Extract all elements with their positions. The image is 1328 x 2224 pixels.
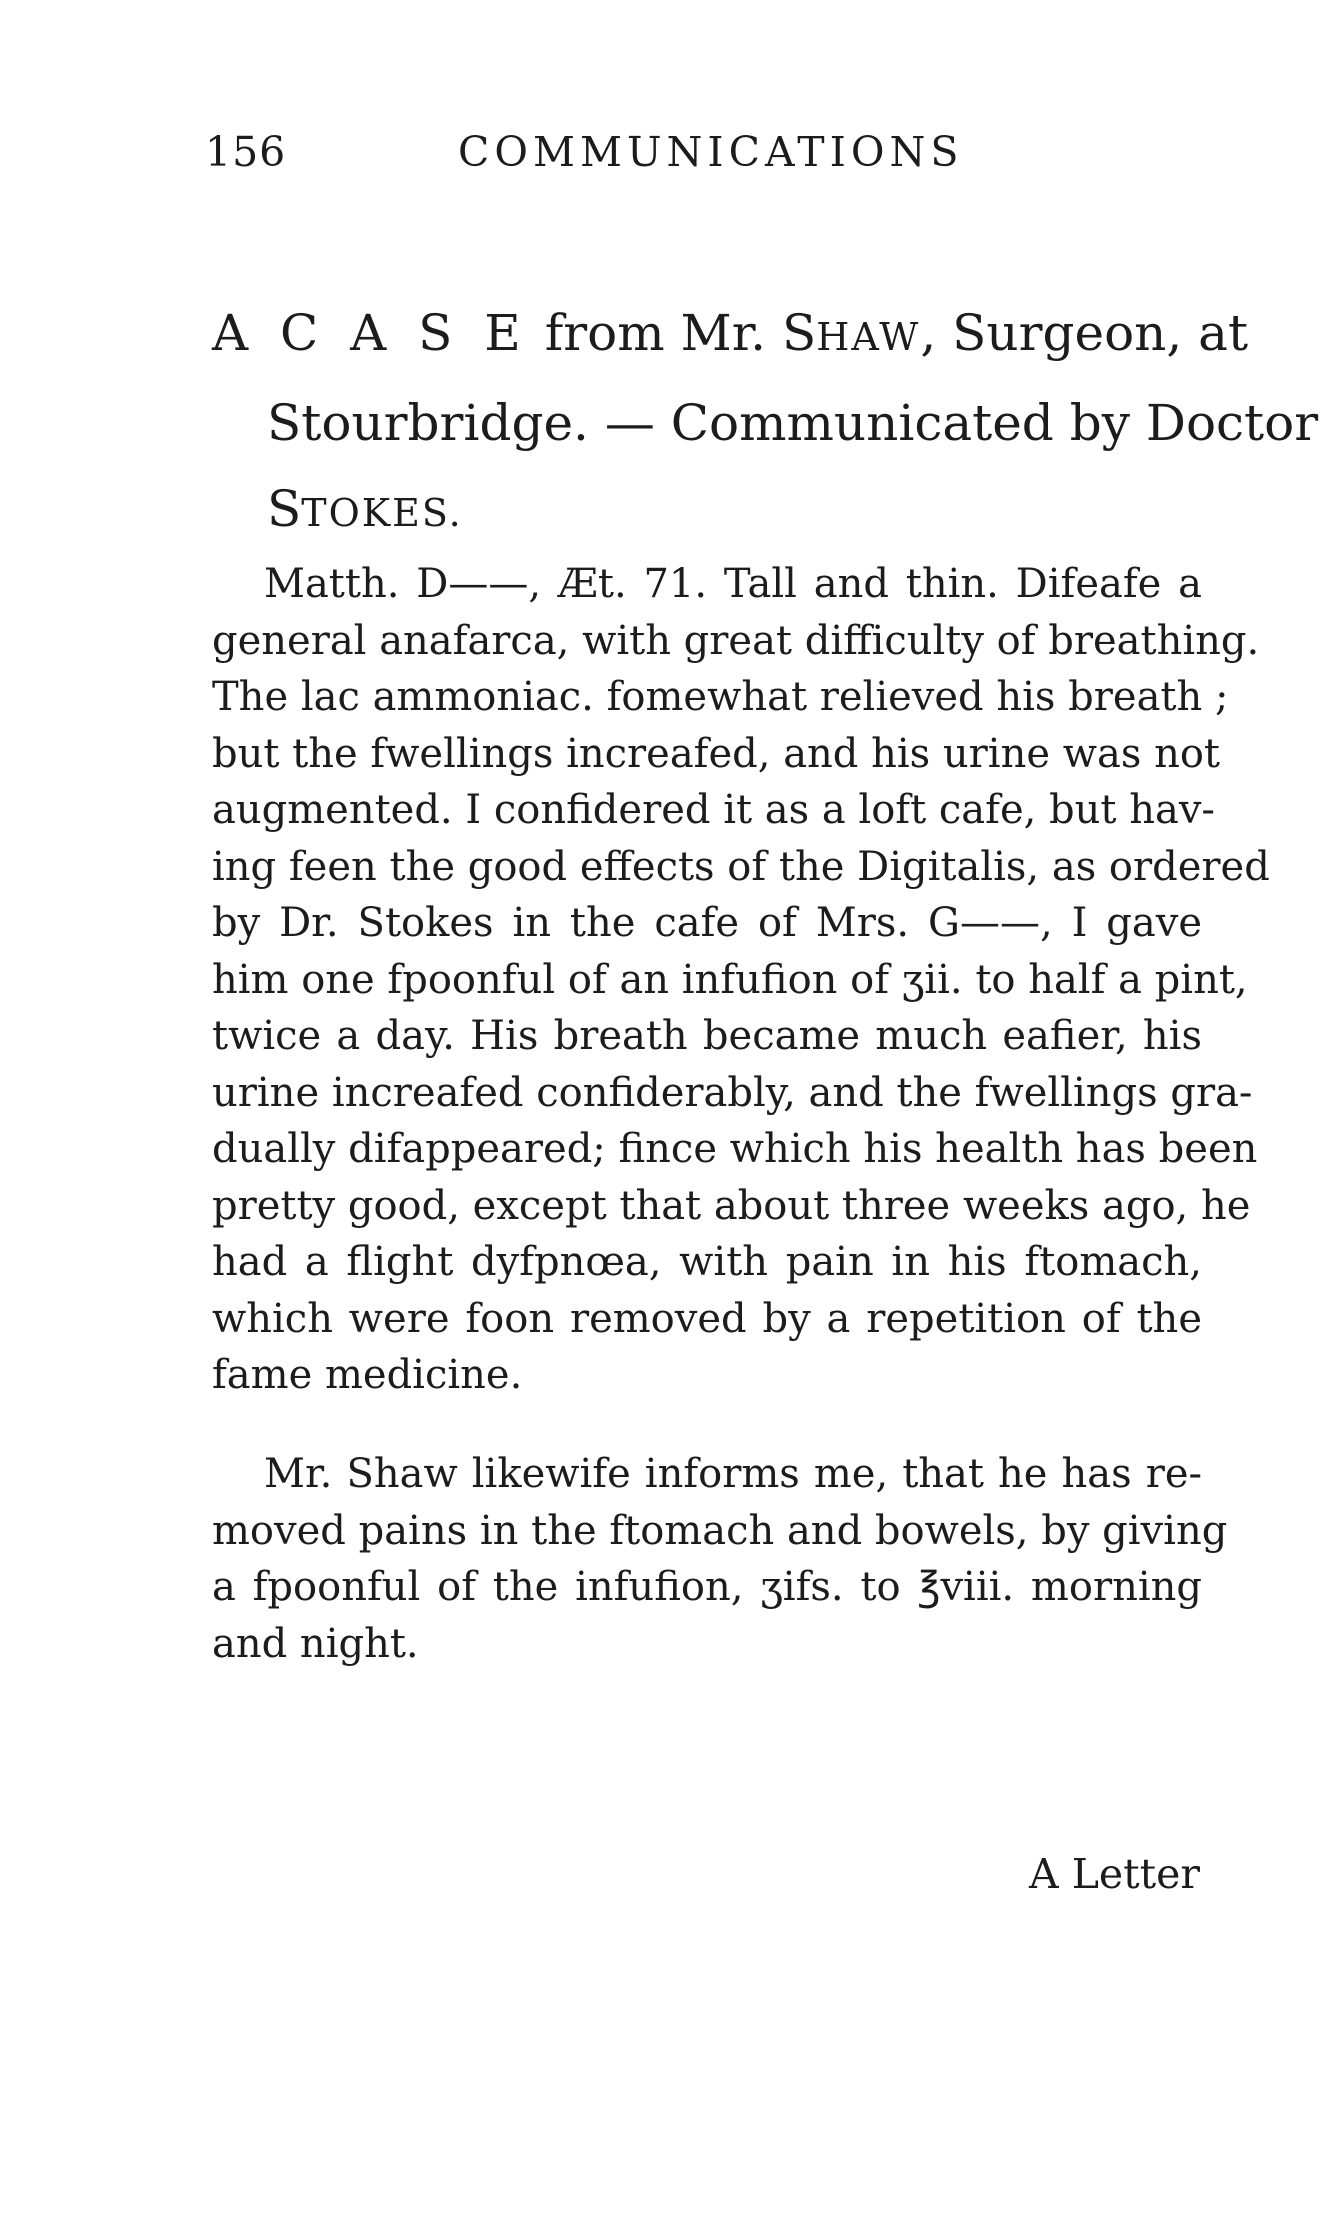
article-title: [212, 290, 1319, 556]
text-line: dually difappeared; fince which his health has been: [212, 1126, 1258, 1172]
title-from: from Mr.: [544, 304, 767, 362]
text-line: and night.: [212, 1620, 419, 1667]
catchword: A Letter: [1029, 1850, 1200, 1898]
title-surname-cap: S: [781, 304, 817, 362]
text-line: Mr. Shaw likewife informs me, that he has re-: [264, 1451, 1202, 1497]
text-line: general anafarca, with great difficulty of breathing.: [212, 617, 1260, 664]
title-line-2: Stourbridge. — Communicated by Doctor: [267, 394, 1319, 452]
text-line: had a flight dyfpnœa, with pain in his ftomach,: [212, 1239, 1202, 1285]
title-case-heading: A C A S E: [212, 304, 529, 362]
paragraph-shaw-remarks: [212, 1446, 1228, 1672]
title-surname-small-caps: HAW: [816, 315, 921, 359]
title-line-3: [212, 466, 1222, 556]
text-line: a fpoonful of the infufion, ʒifs. to ℥viii. morning: [212, 1564, 1202, 1610]
text-line: moved pains in the ftomach and bowels, by giving: [212, 1507, 1228, 1554]
text-line: by Dr. Stokes in the cafe of Mrs. G——, I gave: [212, 900, 1202, 946]
title-line-1: [212, 290, 1249, 380]
title-doctor-cap: S: [267, 480, 302, 538]
text-line: The lac ammoniac. fomewhat relieved his breath ;: [212, 674, 1229, 720]
page-number: 156: [205, 128, 287, 176]
text-line: twice a day. His breath became much eafier, his: [212, 1013, 1202, 1059]
title-occupation: , Surgeon, at: [920, 304, 1249, 362]
text-line: fame medicine.: [212, 1352, 523, 1398]
text-line: which were foon removed by a repetition of the: [212, 1295, 1202, 1342]
text-line: augmented. I confidered it as a loft cafe, but hav-: [212, 787, 1215, 833]
text-line: him one fpoonful of an infufion of ʒii. to half a pint,: [212, 956, 1248, 1003]
running-title: COMMUNICATIONS: [458, 128, 964, 176]
text-line: ing feen the good effects of the Digitalis, as ordered: [212, 843, 1270, 890]
paragraph-case-history: [212, 556, 1270, 1404]
text-line: urine increafed confiderably, and the fwellings gra-: [212, 1069, 1253, 1116]
text-line: Matth. D——, Æt. 71. Tall and thin. Difeafe a: [264, 561, 1202, 607]
text-line: pretty good, except that about three weeks ago, he: [212, 1182, 1251, 1229]
running-head: [205, 128, 1025, 188]
text-line: but the fwellings increafed, and his urine was not: [212, 730, 1220, 777]
title-doctor-small-caps: TOKES.: [301, 491, 463, 535]
